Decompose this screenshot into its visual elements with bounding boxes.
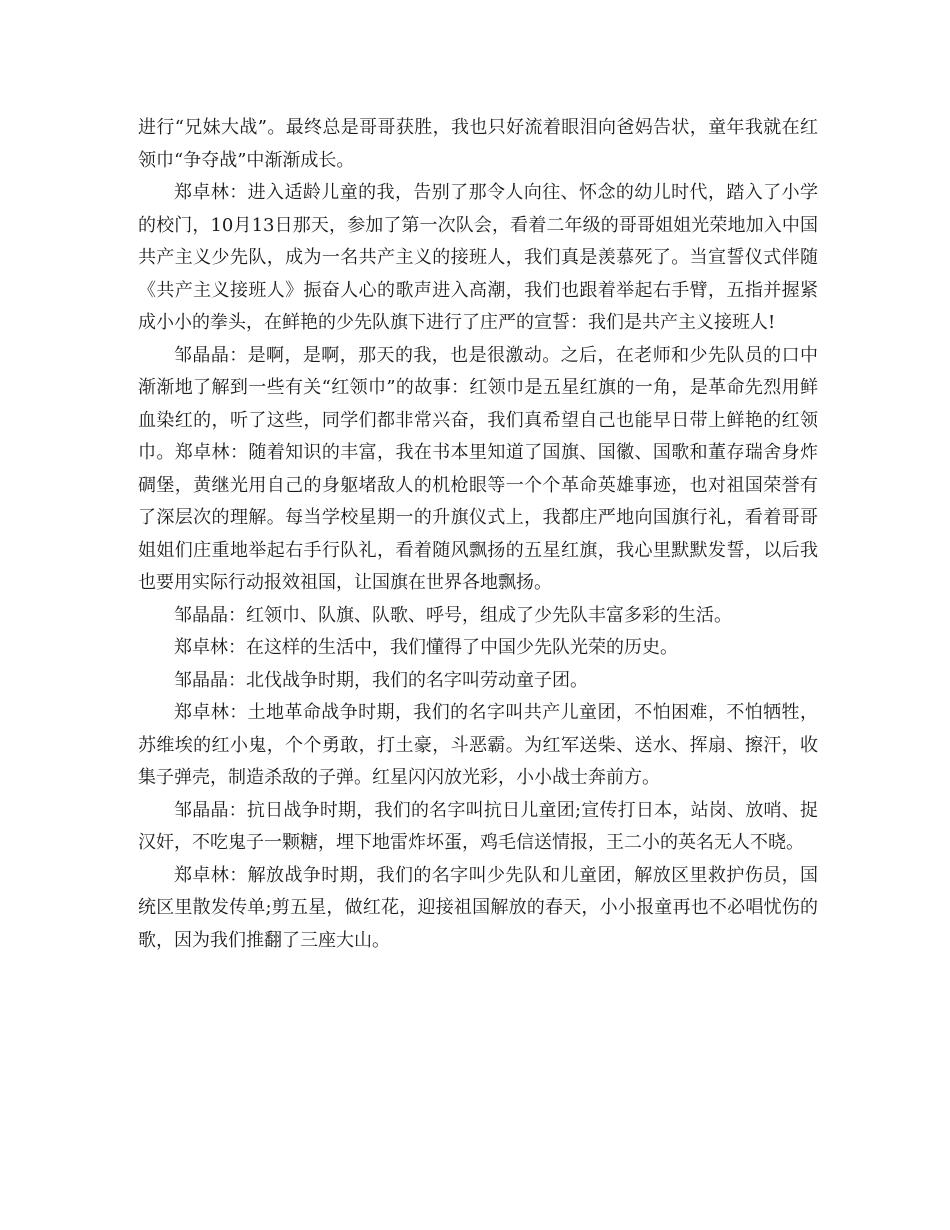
paragraph: 邹晶晶：抗日战争时期，我们的名字叫抗日儿童团;宣传打日本，站岗、放哨、捉汉奸，不吃鬼子一颗糖，埋下地雷炸坏蛋，鸡毛信送情报，王二小的英名无人不晓。 <box>138 799 818 853</box>
paragraph: 邹晶晶：北伐战争时期，我们的名字叫劳动童子团。 <box>174 669 588 691</box>
paragraph: 邹晶晶：红领巾、队旗、队歌、呼号，组成了少先队丰富多彩的生活。 <box>174 604 732 626</box>
paragraph: 郑卓林：土地革命战争时期，我们的名字叫共产儿童团，不怕困难，不怕牺牲，苏维埃的红小鬼，个个勇敢，打土豪，斗恶霸。为红军送柴、送水、挥扇、擦汗，收集子弹壳，制造杀敌的子弹。红星闪闪放光彩，小小战士奔前方。 <box>138 702 818 788</box>
paragraph: 郑卓林：解放战争时期，我们的名字叫少先队和儿童团，解放区里救护伤员，国统区里散发传单;剪五星，做红花，迎接祖国解放的春天，小小报童再也不必唱忧伤的歌，因为我们推翻了三座大山。 <box>138 864 818 951</box>
paragraph: 郑卓林：在这样的生活中，我们懂得了中国少先队光荣的历史。 <box>174 637 678 658</box>
document-body <box>138 112 818 957</box>
paragraph: 进行“兄妹大战”。最终总是哥哥获胜，我也只好流着眼泪向爸妈告状，童年我就在红领巾“争夺战”中渐渐成长。 <box>138 117 818 171</box>
paragraph: 邹晶晶：是啊，是啊，那天的我，也是很激动。之后，在老师和少先队员的口中渐渐地了解到一些有关“红领巾”的故事：红领巾是五星红旗的一角，是革命先烈用鲜血染红的，听了这些，同学们都非常兴奋，我们真希望自己也能早日带上鲜艳的红领巾。郑卓林：随着知识的丰富，我在书本里知道了国旗、国徽、国歌和董存瑞舍身炸碉堡，黄继光用自己的身躯堵敌人的机枪眼等一个个革命英雄事迹，也对祖国荣誉有了深层次的理解。每当学校星期一的升旗仪式上，我都庄严地向国旗行礼，看着哥哥姐姐们庄重地举起右手行队礼，看着随风飘扬的五星红旗，我心里默默发誓，以后我也要用实际行动报效祖国，让国旗在世界各地飘扬。 <box>138 344 818 593</box>
paragraph: 郑卓林：进入适龄儿童的我，告别了那令人向往、怀念的幼儿时代，踏入了小学的校门，10月13日那天，参加了第一次队会，看着二年级的哥哥姐姐光荣地加入中国共产主义少先队，成为一名共产主义的接班人，我们真是羡慕死了。当宣誓仪式伴随《共产主义接班人》振奋人心的歌声进入高潮，我们也跟着举起右手臂，五指并握紧成小小的拳头，在鲜艳的少先队旗下进行了庄严的宣誓：我们是共产主义接班人! <box>138 182 818 333</box>
